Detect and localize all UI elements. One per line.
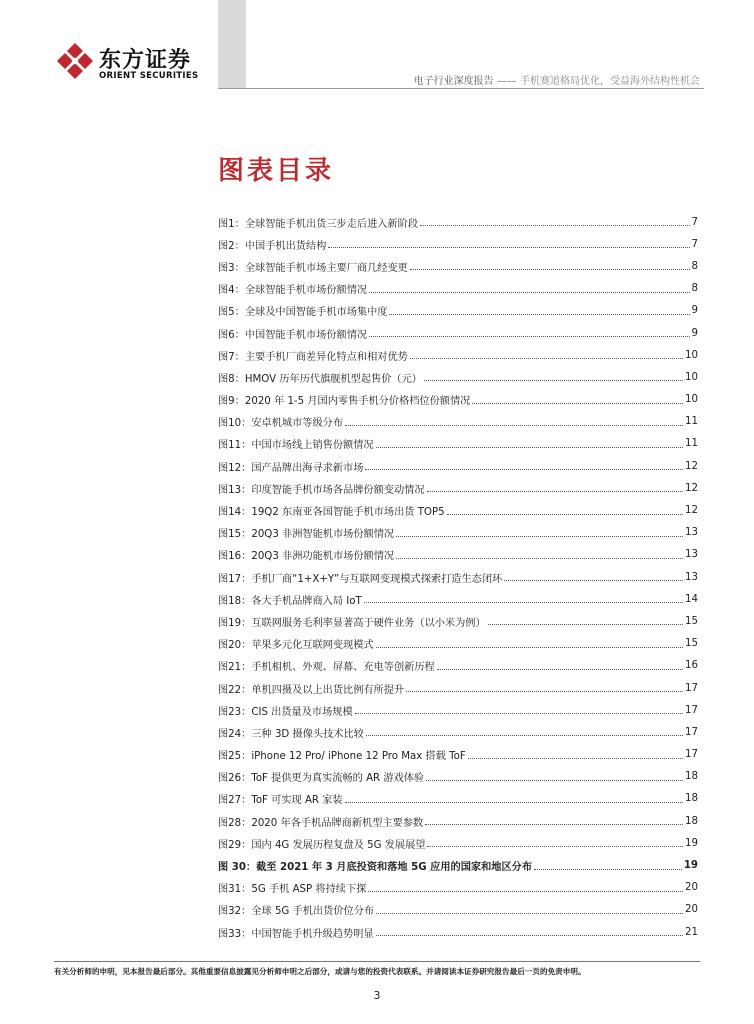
toc-entry[interactable] (218, 588, 698, 610)
toc-entry[interactable] (218, 921, 698, 943)
toc-entry-label: 图8：HMOV 历年历代旗舰机型起售价（元） (218, 373, 422, 385)
header-decor-bar (218, 0, 246, 88)
toc-entry-page: 13 (685, 571, 698, 583)
brand-logo (55, 41, 215, 85)
toc-entry[interactable] (218, 566, 698, 588)
toc-entry-label: 图15：20Q3 非洲智能机市场份额情况 (218, 529, 395, 541)
toc-entry-label: 图1：全球智能手机出货三步走后进入新阶段 (218, 218, 419, 230)
report-header (414, 72, 700, 87)
toc-leader-dots (355, 706, 683, 714)
footer-divider (54, 961, 700, 962)
toc-entry-page: 18 (685, 771, 698, 783)
toc-entry-label: 图21：手机相机、外观、屏幕、充电等创新历程 (218, 662, 435, 674)
report-subtitle: 手机赛道格局优化，受益海外结构性机会 (520, 76, 700, 87)
toc-entry[interactable] (218, 233, 698, 255)
toc-entry-page: 8 (691, 283, 698, 295)
toc-leader-dots (447, 507, 683, 515)
toc-entry[interactable] (218, 522, 698, 544)
toc-entry-page: 10 (685, 349, 698, 361)
toc-leader-dots (410, 351, 683, 359)
toc-leader-dots (488, 617, 683, 625)
toc-entry-label: 图16：20Q3 非洲功能机市场份额情况 (218, 551, 395, 563)
toc-leader-dots (328, 240, 689, 248)
toc-entry-page: 19 (683, 860, 698, 872)
toc-entry-page: 9 (691, 305, 698, 317)
toc-leader-dots (345, 795, 683, 803)
toc-entry-label: 图3：全球智能手机市场主要厂商几经变更 (218, 262, 408, 274)
toc-entry-page: 15 (685, 638, 698, 650)
toc-entry-label: 图19：互联网服务毛利率显著高于硬件业务（以小米为例） (218, 617, 486, 629)
toc-entry-page: 17 (685, 726, 698, 738)
toc-entry[interactable] (218, 544, 698, 566)
toc-entry[interactable] (218, 389, 698, 411)
report-type: 电子行业深度报告 (413, 76, 494, 87)
toc-leader-dots (369, 285, 689, 293)
toc-leader-dots (345, 418, 683, 426)
toc-entry-page: 20 (685, 904, 698, 916)
toc-entry-page: 11 (685, 416, 698, 428)
toc-entry[interactable] (218, 300, 698, 322)
toc-entry-page: 13 (685, 549, 698, 561)
toc-entry-page: 17 (685, 704, 698, 716)
toc-leader-dots (420, 218, 689, 226)
toc-leader-dots (376, 928, 683, 936)
toc-leader-dots (425, 817, 683, 825)
toc-leader-dots (376, 906, 683, 914)
toc-leader-dots (368, 884, 683, 892)
toc-leader-dots (406, 684, 683, 692)
toc-entry-page: 18 (685, 815, 698, 827)
toc-leader-dots (437, 662, 683, 670)
toc-entry[interactable] (218, 411, 698, 433)
toc-entry-label: 图27：ToF 可实现 AR 家装 (218, 795, 343, 807)
toc-leader-dots (369, 329, 689, 337)
orient-logo-icon (55, 41, 95, 81)
toc-entry[interactable] (218, 433, 698, 455)
toc-entry-page: 16 (685, 660, 698, 672)
toc-entry-label: 图33：中国智能手机升级趋势明显 (218, 928, 374, 940)
brand-name-en: ORIENT SECURITIES (99, 71, 199, 81)
toc-entry[interactable] (218, 255, 698, 277)
toc-entry-label: 图26：ToF 提供更为真实流畅的 AR 游戏体验 (218, 773, 425, 785)
toc-entry-label: 图4：全球智能手机市场份额情况 (218, 285, 368, 297)
toc-leader-dots (426, 773, 683, 781)
toc-entry[interactable] (218, 854, 698, 876)
toc-entry-label: 图24：三种 3D 摄像头技术比较 (218, 728, 364, 740)
toc-entry-page: 10 (685, 371, 698, 383)
toc-entry-page: 19 (685, 837, 698, 849)
toc-entry-page: 14 (685, 593, 698, 605)
toc-leader-dots (534, 862, 682, 870)
toc-entry-label: 图14：19Q2 东南亚各国智能手机市场出货 TOP5 (218, 507, 445, 519)
toc-entry-label: 图22：单机四摄及以上出货比例有所提升 (218, 684, 405, 696)
toc-leader-dots (427, 839, 683, 847)
toc-entry-label: 图25：iPhone 12 Pro/ iPhone 12 Pro Max 搭载 ToF (218, 751, 466, 763)
toc-entry-label: 图32：全球 5G 手机出货价位分布 (218, 906, 375, 918)
toc-title: 图表目录 (218, 156, 335, 186)
toc-entry-label: 图28：2020 年各手机品牌商新机型主要参数 (218, 817, 424, 829)
toc-entry[interactable] (218, 499, 698, 521)
toc-entry-page: 12 (685, 460, 698, 472)
toc-entry-label: 图20：苹果多元化互联网变现模式 (218, 640, 374, 652)
header-divider (218, 88, 704, 89)
toc-entry-page: 7 (691, 216, 698, 228)
toc-entry-page: 17 (685, 682, 698, 694)
toc-entry[interactable] (218, 744, 698, 766)
toc-entry[interactable] (218, 322, 698, 344)
toc-entry[interactable] (218, 832, 698, 854)
toc-entry-page: 10 (685, 394, 698, 406)
page-number: 3 (373, 989, 381, 1002)
toc-entry-page: 18 (685, 793, 698, 805)
toc-entry-label: 图17：手机厂商“1+X+Y”与互联网变现模式探索打造生态闭环 (218, 573, 503, 585)
toc-entry-page: 13 (685, 527, 698, 539)
toc-leader-dots (376, 440, 683, 448)
toc-entry[interactable] (218, 810, 698, 832)
toc-entry-label: 图9：2020 年 1-5 月国内零售手机分价格档位份额情况 (218, 396, 471, 408)
toc-entry[interactable] (218, 677, 698, 699)
toc-leader-dots (410, 262, 690, 270)
toc-entry[interactable] (218, 344, 698, 366)
toc-entry-page: 7 (691, 238, 698, 250)
toc-entry-label: 图6：中国智能手机市场份额情况 (218, 329, 368, 341)
toc-entry-page: 15 (685, 615, 698, 627)
toc-entry-page: 12 (685, 505, 698, 517)
toc-entry-label: 图5：全球及中国智能手机市场集中度 (218, 307, 388, 319)
toc-leader-dots (427, 484, 684, 492)
toc-entry[interactable] (218, 721, 698, 743)
toc-list (218, 211, 698, 943)
brand-name-cn: 东方证券 (99, 48, 192, 73)
toc-entry-page: 11 (685, 438, 698, 450)
toc-entry[interactable] (218, 610, 698, 632)
toc-entry[interactable] (218, 899, 698, 921)
toc-entry[interactable] (218, 877, 698, 899)
toc-entry[interactable] (218, 477, 698, 499)
toc-entry[interactable] (218, 699, 698, 721)
toc-leader-dots (389, 307, 689, 315)
toc-entry[interactable] (218, 366, 698, 388)
toc-leader-dots (424, 373, 683, 381)
disclaimer: 有关分析师的申明，见本报告最后部分。其他重要信息披露见分析师申明之后部分，或请与您的投资代表联系。并请阅读本证券研究报告最后一页的免责申明。 (54, 967, 586, 976)
toc-entry[interactable] (218, 788, 698, 810)
toc-leader-dots (396, 551, 683, 559)
toc-entry-label: 图2：中国手机出货结构 (218, 240, 327, 252)
header-separator: —— (496, 76, 517, 87)
toc-entry-label: 图 30：截至 2021 年 3 月底投资和落地 5G 应用的国家和地区分布 (218, 862, 533, 874)
toc-leader-dots (376, 640, 683, 648)
toc-entry-label: 图12：国产品牌出海寻求新市场 (218, 462, 364, 474)
toc-entry-label: 图7：主要手机厂商差异化特点和相对优势 (218, 351, 408, 363)
toc-leader-dots (472, 396, 683, 404)
toc-leader-dots (366, 728, 683, 736)
toc-leader-dots (504, 573, 683, 581)
toc-entry[interactable] (218, 278, 698, 300)
toc-entry-page: 9 (691, 327, 698, 339)
toc-entry-label: 图11：中国市场线上销售份额情况 (218, 440, 374, 452)
toc-leader-dots (468, 751, 683, 759)
toc-entry-page: 12 (685, 482, 698, 494)
toc-entry[interactable] (218, 655, 698, 677)
toc-entry-label: 图29：国内 4G 发展历程复盘及 5G 发展展望 (218, 839, 426, 851)
toc-entry[interactable] (218, 766, 698, 788)
toc-entry-page: 20 (685, 882, 698, 894)
toc-entry-page: 17 (685, 749, 698, 761)
toc-entry-page: 21 (685, 926, 698, 938)
toc-entry-label: 图13：印度智能手机市场各品牌份额变动情况 (218, 484, 425, 496)
toc-entry-page: 8 (691, 260, 698, 272)
toc-entry-label: 图10：安卓机城市等级分布 (218, 418, 344, 430)
toc-leader-dots (396, 529, 683, 537)
toc-entry[interactable] (218, 211, 698, 233)
toc-entry[interactable] (218, 455, 698, 477)
toc-entry-label: 图23：CIS 出货量及市场规模 (218, 706, 353, 718)
toc-entry-label: 图18：各大手机品牌商入局 IoT (218, 595, 362, 607)
toc-leader-dots (364, 595, 683, 603)
toc-entry[interactable] (218, 633, 698, 655)
toc-entry-label: 图31：5G 手机 ASP 将持续下探 (218, 884, 367, 896)
toc-leader-dots (365, 462, 683, 470)
